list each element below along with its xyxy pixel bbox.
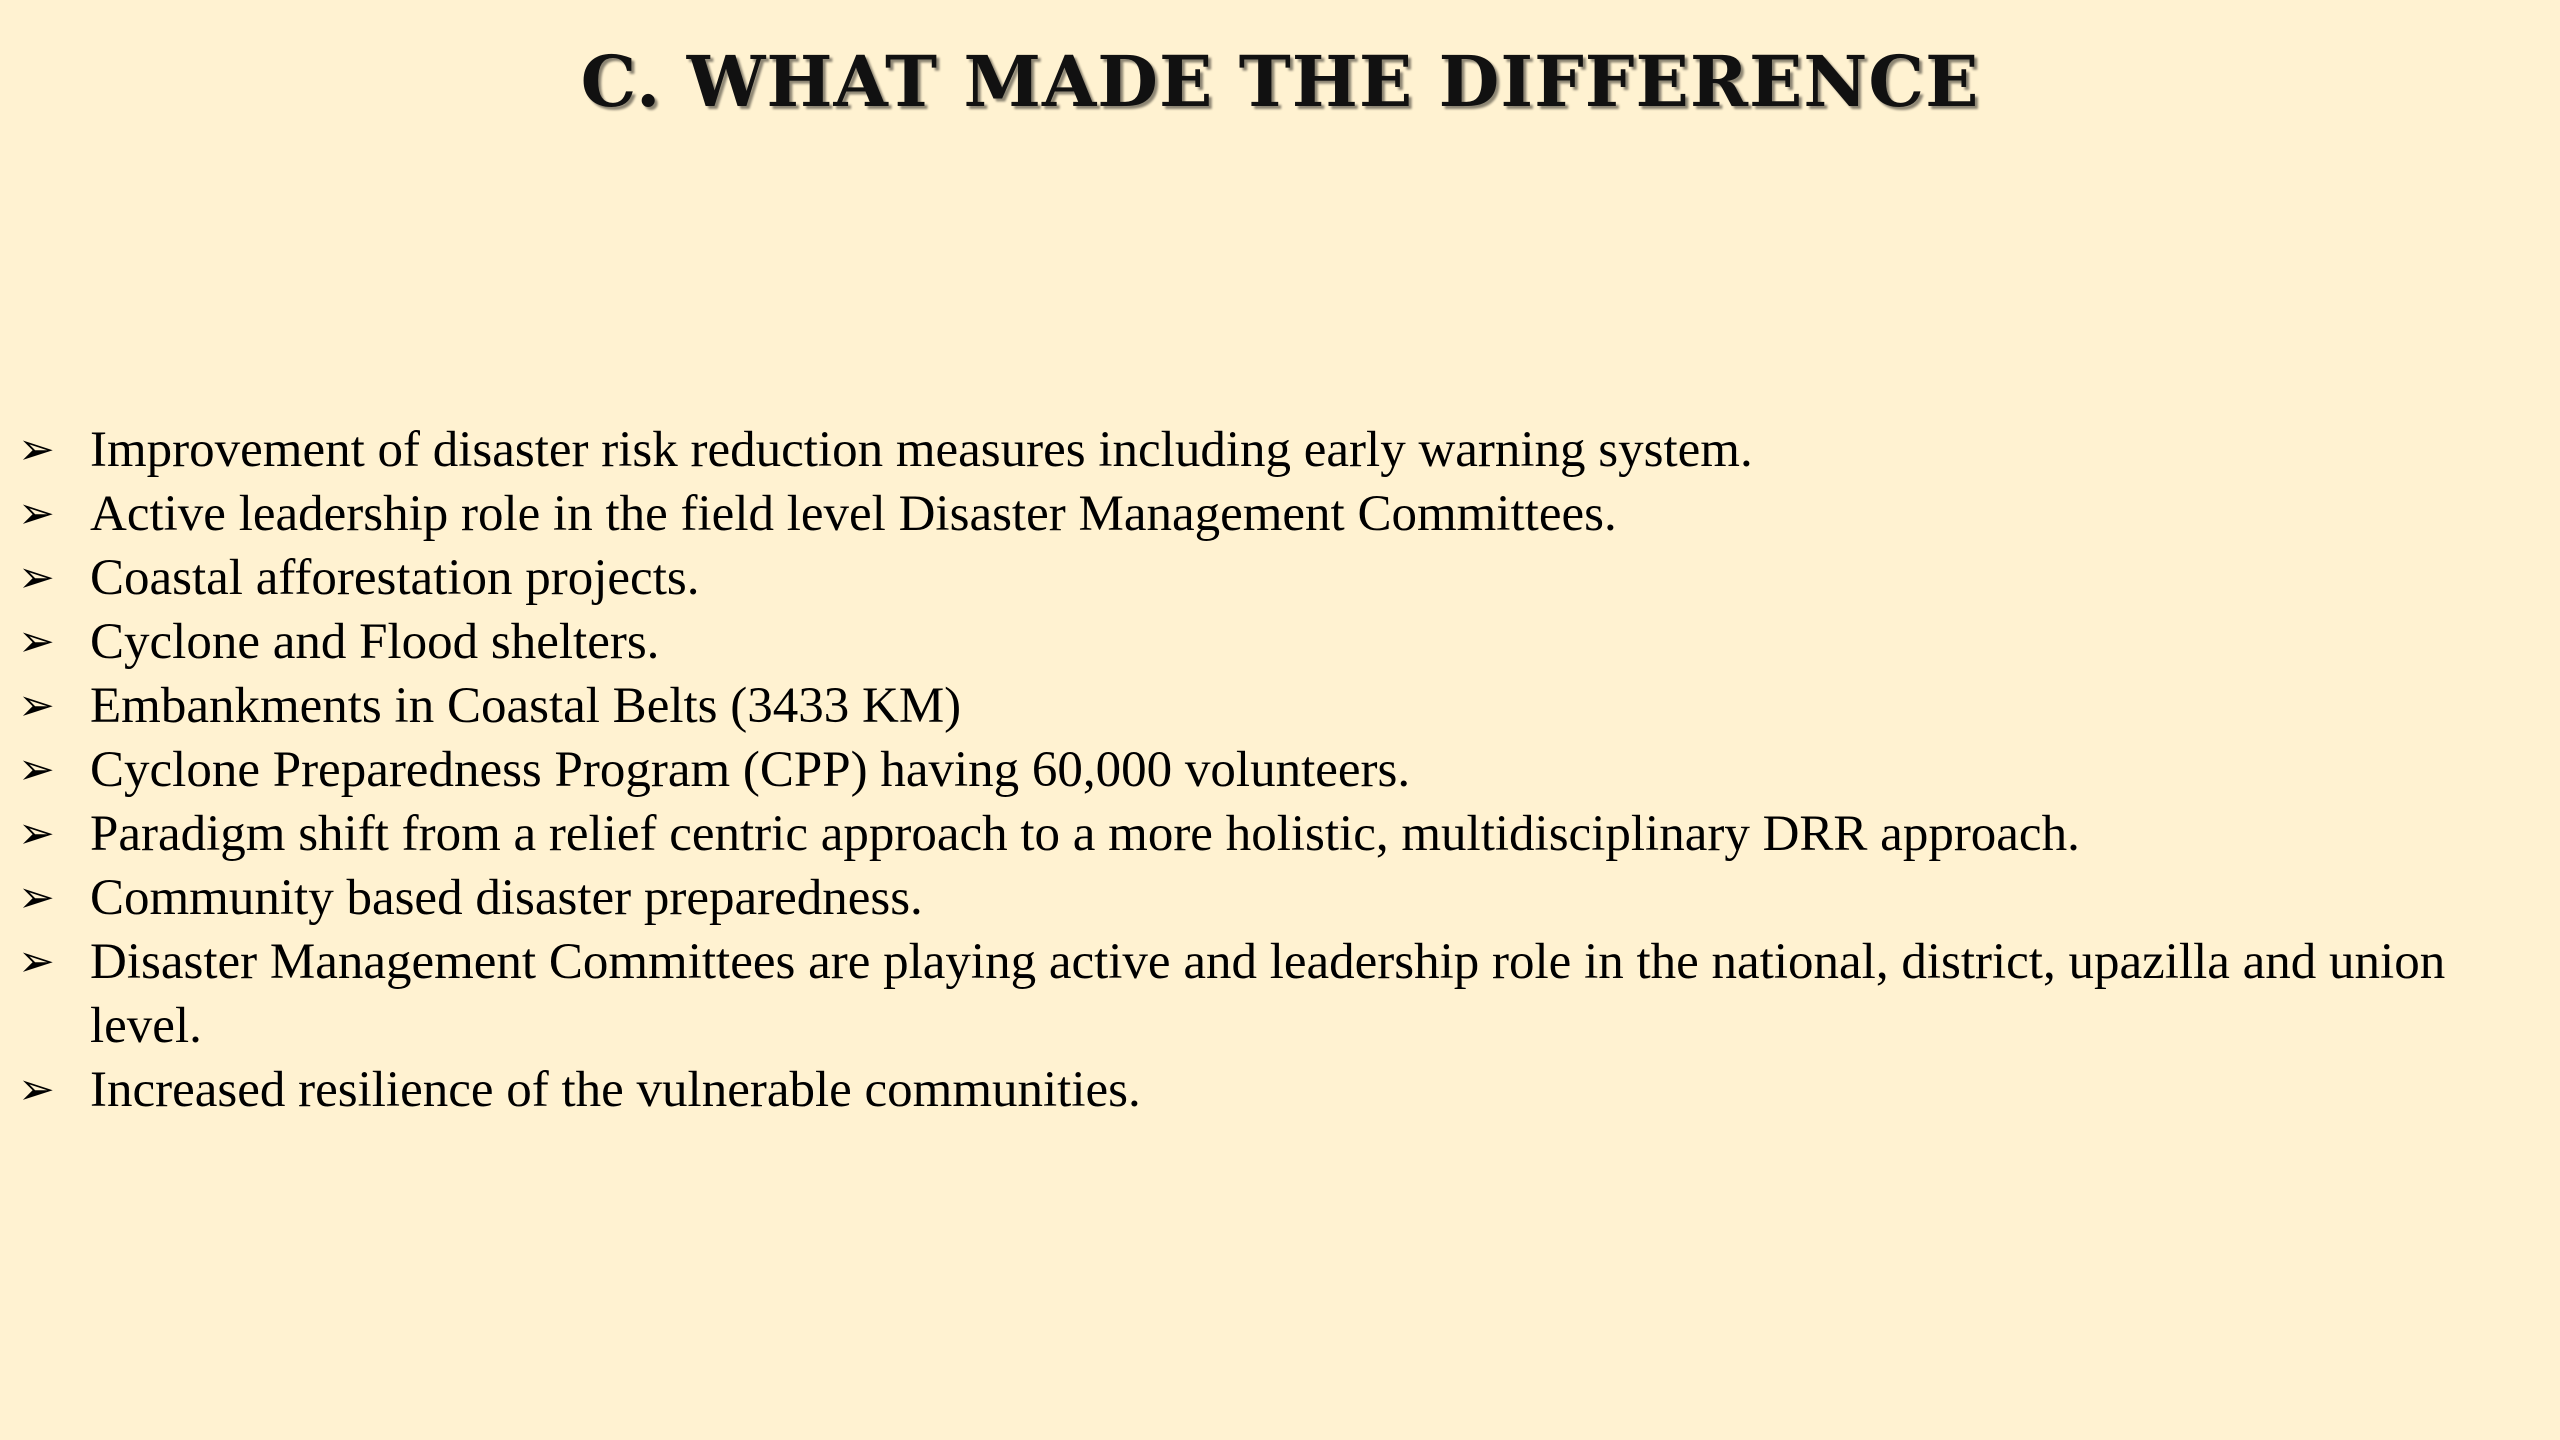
bullet-text: Community based disaster preparedness.: [90, 870, 923, 926]
bullet-item: [18, 1058, 2468, 1122]
bullet-text: Cyclone Preparedness Program (CPP) having 60,000 volunteers.: [90, 742, 1411, 798]
bullet-item: [18, 546, 2468, 610]
arrowhead-bullet-icon: ➢: [18, 1064, 55, 1115]
arrowhead-bullet-icon: ➢: [18, 616, 55, 667]
bullet-text: Improvement of disaster risk reduction measures including early warning system.: [90, 422, 1753, 478]
bullet-text: Active leadership role in the field level Disaster Management Committees.: [90, 486, 1617, 542]
bullet-item: [18, 610, 2468, 674]
bullet-text: Coastal afforestation projects.: [90, 550, 700, 606]
arrowhead-bullet-icon: ➢: [18, 744, 55, 795]
bullet-list: [18, 418, 2468, 1122]
bullet-text: Cyclone and Flood shelters.: [90, 614, 660, 670]
bullet-item: [18, 418, 2468, 482]
bullet-item: [18, 738, 2468, 802]
arrowhead-bullet-icon: ➢: [18, 488, 55, 539]
bullet-item: [18, 930, 2468, 1058]
arrowhead-bullet-icon: ➢: [18, 808, 55, 859]
bullet-text: Disaster Management Committees are playing active and leadership role in the national, district, upazilla and union level.: [90, 934, 2446, 1054]
bullet-text: Increased resilience of the vulnerable communities.: [90, 1062, 1141, 1118]
bullet-item: [18, 482, 2468, 546]
slide-title: C. WHAT MADE THE DIFFERENCE: [580, 40, 1980, 123]
bullet-item: [18, 802, 2468, 866]
bullet-item: [18, 674, 2468, 738]
arrowhead-bullet-icon: ➢: [18, 680, 55, 731]
bullet-text: Paradigm shift from a relief centric approach to a more holistic, multidisciplinary DRR approach.: [90, 806, 2080, 862]
bullet-item: [18, 866, 2468, 930]
bullet-text: Embankments in Coastal Belts (3433 KM): [90, 678, 962, 734]
arrowhead-bullet-icon: ➢: [18, 424, 55, 475]
arrowhead-bullet-icon: ➢: [18, 872, 55, 923]
arrowhead-bullet-icon: ➢: [18, 936, 55, 987]
arrowhead-bullet-icon: ➢: [18, 552, 55, 603]
